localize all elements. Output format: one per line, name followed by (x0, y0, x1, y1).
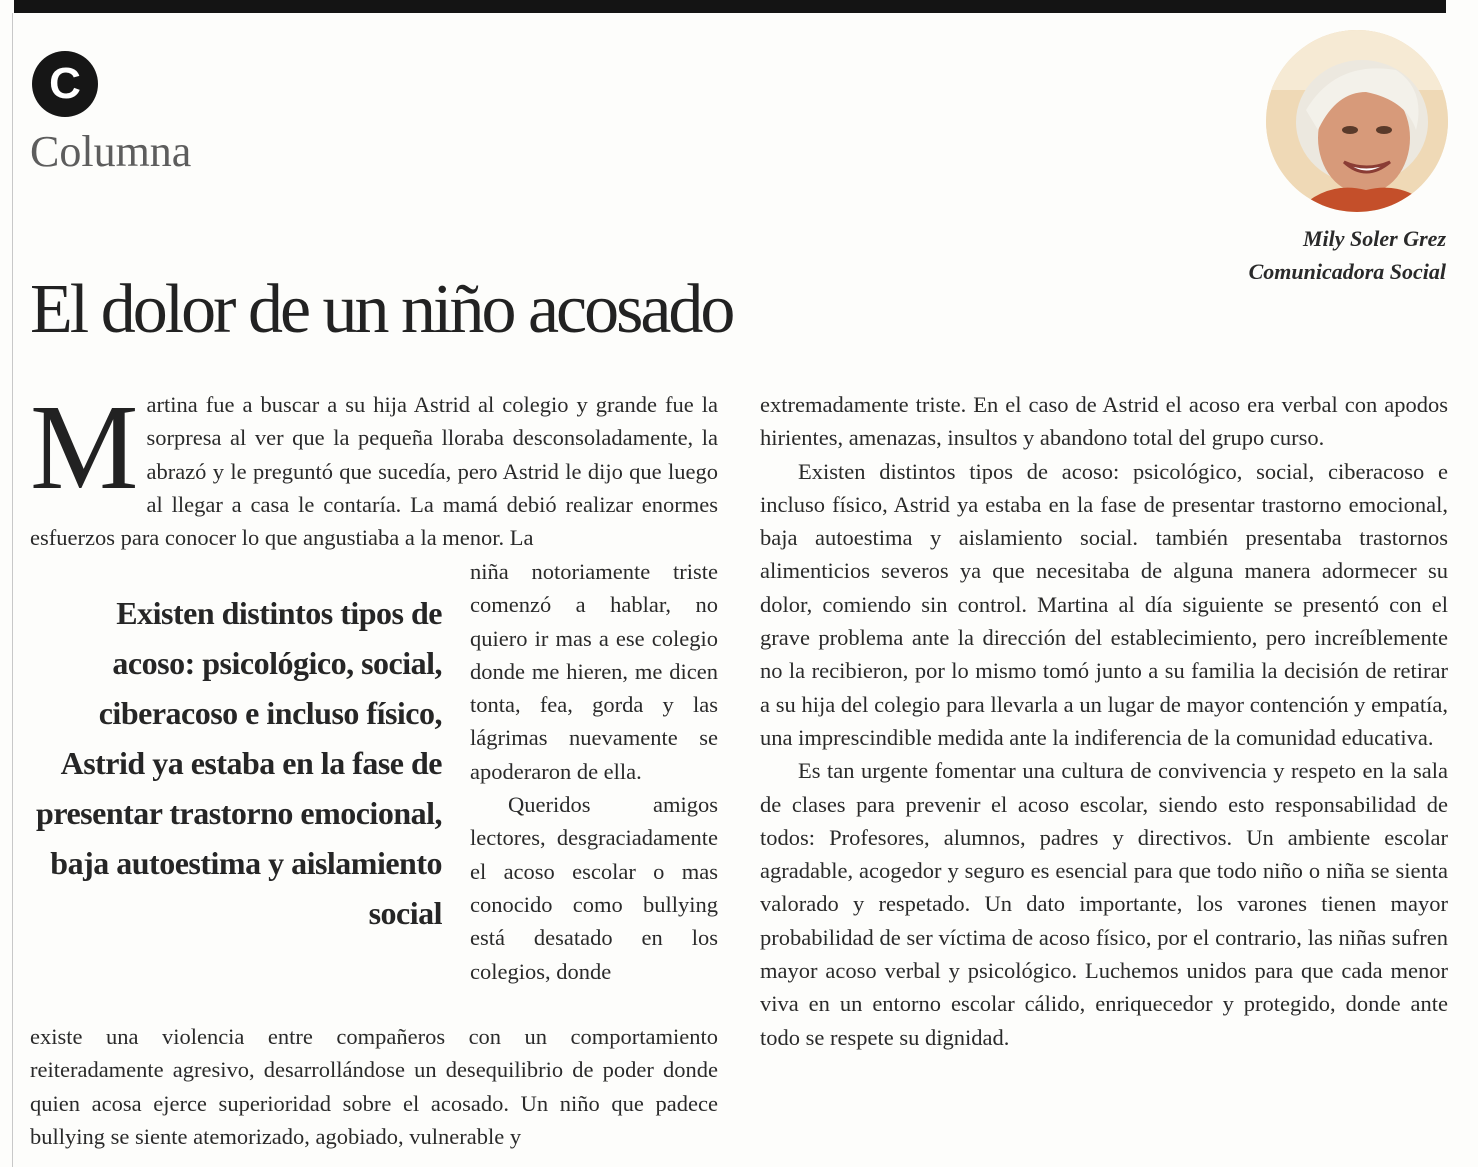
column1-bottom-text: existe una violencia entre compañeros con un comportamiento reiteradamente agresivo, desarrollándose un desequilibrio de poder donde quien acosa ejerce superioridad sobre el acosado. Un niño que padece bullying se siente atemorizado, agobiado, vulnerable y (30, 1024, 718, 1149)
author-role: Comunicadora Social (1248, 259, 1446, 284)
section-label: Columna (30, 127, 192, 176)
author-portrait-icon (1266, 30, 1448, 212)
column1-narrow (470, 555, 718, 988)
pull-quote: Existen distintos tipos de acoso: psicológico, social, ciberacoso e incluso físico, Astrid ya estaba en la fase de presentar trastorno emocional, baja autoestima y aislamiento social (36, 595, 442, 931)
author-byline (1249, 222, 1446, 288)
drop-cap: M (30, 380, 139, 515)
column1-narrow-p2: Queridos amigos lectores, desgraciadamente el acoso escolar o mas conocido como bullying está desatado en los colegios, donde (470, 792, 718, 984)
headline: El dolor de un niño acosado (30, 271, 733, 348)
column1-intro (30, 380, 718, 554)
left-rule (12, 13, 13, 1167)
column2-p1: extremadamente triste. En el caso de Astrid el acoso era verbal con apodos hirientes, amenazas, insultos y abandono total del grupo curso. (760, 392, 1448, 451)
column1-narrow-p1: niña notoriamente triste comenzó a hablar, no quiero ir mas a ese colegio donde me hieren, me dicen tonta, fea, gorda y las lágrimas nuevamente se apoderaron de ella. (470, 559, 718, 784)
column1-bottom (30, 1020, 718, 1153)
section-badge (32, 51, 98, 117)
column2-p2: Existen distintos tipos de acoso: psicológico, social, ciberacoso e incluso físico, Astrid ya estaba en la fase de presentar trastorno emocional, baja autoestima y aislamiento social. también presentaba trastornos alimenticios severos ya que necesitaba de alguna manera adormecer su dolor, comiendo sin control. Martina al día siguiente se presentó con el grave problema ante la dirección del establecimiento, pero increíblemente no la recibieron, por lo mismo tomó junto a su familia la decisión de retirar a su hija del colegio para llevarla a un lugar de mayor contención y empatía, una imprescindible medida ante la indiferencia de la comunidad educativa. (760, 458, 1448, 750)
author-portrait (1266, 30, 1448, 212)
top-rule (14, 0, 1446, 13)
column2 (760, 388, 1448, 1054)
column1-intro-text: artina fue a buscar a su hija Astrid al colegio y grande fue la sorpresa al ver que la pequeña lloraba desconsoladamente, la abrazó y le preguntó que sucedía, pero Astrid le dijo que luego al llegar a casa le contaría. La mamá debió realizar enormes esfuerzos para conocer lo que angustiaba a la menor. La (30, 392, 718, 551)
author-name: Mily Soler Grez (1303, 226, 1446, 251)
column2-p3: Es tan urgente fomentar una cultura de convivencia y respeto en la sala de clases para prevenir el acoso escolar, siendo esto responsabilidad de todos: Profesores, alumnos, padres y directivos. Un ambiente escolar agradable, acogedor y seguro es esencial para que todo niño o niña se sienta valorado y respetado. Un dato importante, los varones tienen mayor probabilidad de ser víctima de acoso físico, por el contrario, las niñas sufren mayor acoso verbal y psicológico. Luchemos unidos para que cada menor viva en un entorno escolar cálido, enriquecedor y protegido, donde ante todo se respete su dignidad. (760, 758, 1448, 1050)
section-badge-letter: C (49, 59, 81, 108)
